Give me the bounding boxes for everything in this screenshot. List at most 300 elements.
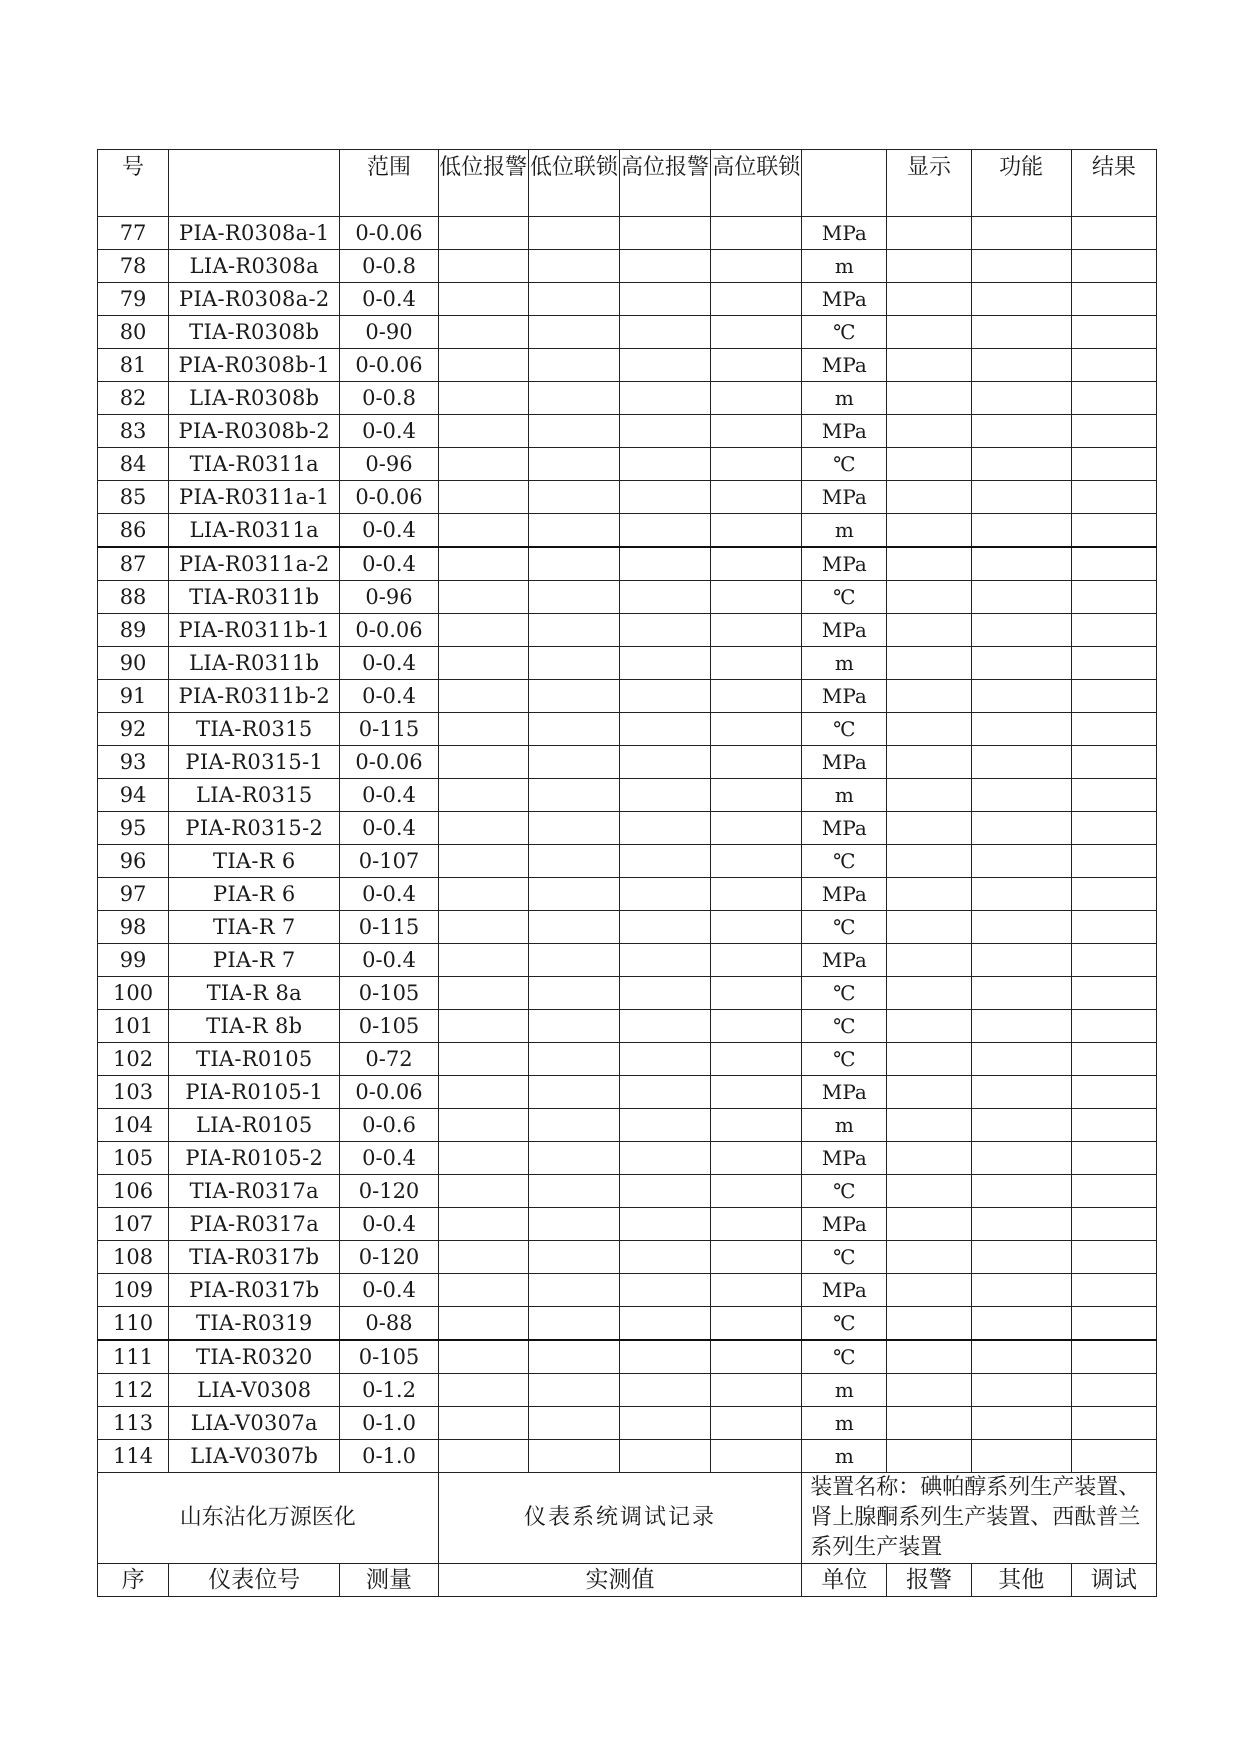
result-cell — [1071, 514, 1156, 548]
high-alarm-cell — [619, 911, 710, 944]
table-row — [98, 514, 1157, 548]
unit-cell: ℃ — [802, 1340, 887, 1374]
low-interlock-cell — [528, 878, 619, 911]
instrument-tag: PIA-R0308a-1 — [169, 217, 340, 250]
company-name: 山东沾化万源医化 — [98, 1473, 439, 1564]
low-alarm-cell — [438, 977, 528, 1010]
table-row — [98, 316, 1157, 349]
low-alarm-cell — [438, 1241, 528, 1274]
function-cell — [971, 812, 1071, 845]
document-title: 仪表系统调试记录 — [438, 1473, 802, 1564]
table-row — [98, 481, 1157, 514]
device-name: 装置名称：碘帕醇系列生产装置、肾上腺酮系列生产装置、西酞普兰系列生产装置 — [802, 1473, 1157, 1564]
display-cell — [887, 217, 971, 250]
unit-cell: ℃ — [802, 845, 887, 878]
low-interlock-cell — [528, 746, 619, 779]
high-alarm-cell — [619, 845, 710, 878]
low-interlock-cell — [528, 911, 619, 944]
measure-range: 0-1.0 — [340, 1407, 438, 1440]
high-interlock-cell — [711, 448, 802, 481]
unit-cell: MPa — [802, 614, 887, 647]
row-number: 104 — [98, 1109, 169, 1142]
row-number: 112 — [98, 1374, 169, 1407]
low-interlock-cell — [528, 779, 619, 812]
result-cell — [1071, 448, 1156, 481]
row-number: 95 — [98, 812, 169, 845]
instrument-tag: TIA-R 8b — [169, 1010, 340, 1043]
instrument-tag: PIA-R 6 — [169, 878, 340, 911]
function-cell — [971, 977, 1071, 1010]
measure-range: 0-0.4 — [340, 680, 438, 713]
function-cell — [971, 250, 1071, 283]
unit-cell: ℃ — [802, 1307, 887, 1341]
function-cell — [971, 1241, 1071, 1274]
high-interlock-cell — [711, 812, 802, 845]
function-cell — [971, 680, 1071, 713]
instrument-tag: LIA-V0308 — [169, 1374, 340, 1407]
row-number: 102 — [98, 1043, 169, 1076]
instrument-tag: PIA-R0317a — [169, 1208, 340, 1241]
function-cell — [971, 1175, 1071, 1208]
unit-cell: ℃ — [802, 1175, 887, 1208]
display-cell — [887, 1241, 971, 1274]
display-cell — [887, 746, 971, 779]
result-cell — [1071, 746, 1156, 779]
high-interlock-cell — [711, 283, 802, 316]
display-cell — [887, 349, 971, 382]
display-cell — [887, 845, 971, 878]
unit-cell: MPa — [802, 680, 887, 713]
high-interlock-cell — [711, 382, 802, 415]
high-interlock-cell — [711, 911, 802, 944]
unit-cell: ℃ — [802, 1010, 887, 1043]
footer-debug: 调试 — [1071, 1564, 1156, 1597]
measure-range: 0-0.4 — [340, 1274, 438, 1307]
low-alarm-cell — [438, 481, 528, 514]
high-alarm-cell — [619, 1076, 710, 1109]
low-interlock-cell — [528, 944, 619, 977]
instrument-tag: LIA-V0307a — [169, 1407, 340, 1440]
high-alarm-cell — [619, 547, 710, 581]
table-row — [98, 1208, 1157, 1241]
high-alarm-cell — [619, 647, 710, 680]
low-alarm-cell — [438, 1076, 528, 1109]
function-cell — [971, 316, 1071, 349]
result-cell — [1071, 283, 1156, 316]
measure-range: 0-0.06 — [340, 349, 438, 382]
header-low-interlock: 低位联锁 — [528, 150, 619, 217]
display-cell — [887, 779, 971, 812]
function-cell — [971, 217, 1071, 250]
function-cell — [971, 713, 1071, 746]
function-cell — [971, 1374, 1071, 1407]
low-alarm-cell — [438, 1208, 528, 1241]
table-row — [98, 746, 1157, 779]
instrument-tag: TIA-R0319 — [169, 1307, 340, 1341]
display-cell — [887, 1076, 971, 1109]
function-cell — [971, 1307, 1071, 1341]
instrument-tag: PIA-R0311b-2 — [169, 680, 340, 713]
row-number: 86 — [98, 514, 169, 548]
table-row — [98, 1241, 1157, 1274]
row-number: 100 — [98, 977, 169, 1010]
measure-range: 0-0.4 — [340, 779, 438, 812]
low-interlock-cell — [528, 845, 619, 878]
low-alarm-cell — [438, 581, 528, 614]
row-number: 77 — [98, 217, 169, 250]
function-cell — [971, 382, 1071, 415]
measure-range: 0-72 — [340, 1043, 438, 1076]
unit-cell: m — [802, 514, 887, 548]
measure-range: 0-0.4 — [340, 647, 438, 680]
row-number: 92 — [98, 713, 169, 746]
instrument-tag: TIA-R0320 — [169, 1340, 340, 1374]
instrument-tag: LIA-R0315 — [169, 779, 340, 812]
high-interlock-cell — [711, 349, 802, 382]
high-interlock-cell — [711, 779, 802, 812]
low-interlock-cell — [528, 514, 619, 548]
result-cell — [1071, 680, 1156, 713]
low-interlock-cell — [528, 1274, 619, 1307]
row-number: 85 — [98, 481, 169, 514]
result-cell — [1071, 1407, 1156, 1440]
row-number: 83 — [98, 415, 169, 448]
row-number: 79 — [98, 283, 169, 316]
row-number: 107 — [98, 1208, 169, 1241]
row-number: 93 — [98, 746, 169, 779]
unit-cell: MPa — [802, 1142, 887, 1175]
low-alarm-cell — [438, 1043, 528, 1076]
header-low-alarm: 低位报警 — [438, 150, 528, 217]
instrument-tag: LIA-R0311b — [169, 647, 340, 680]
row-number: 84 — [98, 448, 169, 481]
header-result: 结果 — [1071, 150, 1156, 217]
measure-range: 0-0.4 — [340, 283, 438, 316]
instrument-tag: TIA-R0105 — [169, 1043, 340, 1076]
table-row — [98, 1307, 1157, 1341]
table-row — [98, 878, 1157, 911]
function-cell — [971, 1010, 1071, 1043]
high-alarm-cell — [619, 878, 710, 911]
instrument-tag: PIA-R0105-2 — [169, 1142, 340, 1175]
unit-cell: MPa — [802, 415, 887, 448]
unit-cell: MPa — [802, 812, 887, 845]
measure-range: 0-0.06 — [340, 481, 438, 514]
low-interlock-cell — [528, 1043, 619, 1076]
result-cell — [1071, 779, 1156, 812]
result-cell — [1071, 415, 1156, 448]
result-cell — [1071, 1043, 1156, 1076]
footer-unit: 单位 — [802, 1564, 887, 1597]
instrument-tag: PIA-R0308b-2 — [169, 415, 340, 448]
row-number: 108 — [98, 1241, 169, 1274]
unit-cell: MPa — [802, 878, 887, 911]
measure-range: 0-0.8 — [340, 382, 438, 415]
table-row — [98, 283, 1157, 316]
high-interlock-cell — [711, 415, 802, 448]
unit-cell: MPa — [802, 1076, 887, 1109]
table-row — [98, 1043, 1157, 1076]
measure-range: 0-120 — [340, 1175, 438, 1208]
instrument-tag: PIA-R 7 — [169, 944, 340, 977]
display-cell — [887, 812, 971, 845]
table-row — [98, 944, 1157, 977]
low-interlock-cell — [528, 448, 619, 481]
low-alarm-cell — [438, 878, 528, 911]
display-cell — [887, 415, 971, 448]
result-cell — [1071, 481, 1156, 514]
measure-range: 0-0.4 — [340, 812, 438, 845]
low-interlock-cell — [528, 1208, 619, 1241]
low-alarm-cell — [438, 1109, 528, 1142]
low-alarm-cell — [438, 779, 528, 812]
table-row — [98, 713, 1157, 746]
footer-row — [98, 1564, 1157, 1597]
result-cell — [1071, 1010, 1156, 1043]
low-interlock-cell — [528, 283, 619, 316]
high-alarm-cell — [619, 614, 710, 647]
instrument-tag: LIA-R0311a — [169, 514, 340, 548]
result-cell — [1071, 349, 1156, 382]
instrument-tag: TIA-R0311b — [169, 581, 340, 614]
low-alarm-cell — [438, 1407, 528, 1440]
high-alarm-cell — [619, 514, 710, 548]
high-interlock-cell — [711, 1340, 802, 1374]
row-number: 113 — [98, 1407, 169, 1440]
low-interlock-cell — [528, 481, 619, 514]
unit-cell: MPa — [802, 1274, 887, 1307]
row-number: 105 — [98, 1142, 169, 1175]
low-alarm-cell — [438, 812, 528, 845]
unit-cell: MPa — [802, 1208, 887, 1241]
low-interlock-cell — [528, 382, 619, 415]
result-cell — [1071, 944, 1156, 977]
low-interlock-cell — [528, 217, 619, 250]
unit-cell: ℃ — [802, 977, 887, 1010]
high-alarm-cell — [619, 448, 710, 481]
result-cell — [1071, 1274, 1156, 1307]
row-number: 94 — [98, 779, 169, 812]
display-cell — [887, 647, 971, 680]
measure-range: 0-0.06 — [340, 217, 438, 250]
low-alarm-cell — [438, 1374, 528, 1407]
instrument-tag: TIA-R 6 — [169, 845, 340, 878]
row-number: 81 — [98, 349, 169, 382]
high-alarm-cell — [619, 746, 710, 779]
low-alarm-cell — [438, 614, 528, 647]
unit-cell: MPa — [802, 481, 887, 514]
instrument-debug-record-table — [97, 149, 1157, 1597]
low-interlock-cell — [528, 977, 619, 1010]
unit-cell: m — [802, 647, 887, 680]
display-cell — [887, 1307, 971, 1341]
result-cell — [1071, 316, 1156, 349]
high-alarm-cell — [619, 1241, 710, 1274]
display-cell — [887, 1142, 971, 1175]
high-interlock-cell — [711, 1440, 802, 1473]
row-number: 89 — [98, 614, 169, 647]
high-interlock-cell — [711, 581, 802, 614]
unit-cell: MPa — [802, 746, 887, 779]
result-cell — [1071, 713, 1156, 746]
high-alarm-cell — [619, 1374, 710, 1407]
high-interlock-cell — [711, 746, 802, 779]
unit-cell: m — [802, 1440, 887, 1473]
instrument-tag: TIA-R 7 — [169, 911, 340, 944]
high-interlock-cell — [711, 1043, 802, 1076]
result-cell — [1071, 250, 1156, 283]
low-interlock-cell — [528, 1175, 619, 1208]
instrument-tag: PIA-R0315-1 — [169, 746, 340, 779]
measure-range: 0-0.4 — [340, 415, 438, 448]
high-interlock-cell — [711, 977, 802, 1010]
measure-range: 0-0.4 — [340, 547, 438, 581]
row-number: 111 — [98, 1340, 169, 1374]
measure-range: 0-0.4 — [340, 1142, 438, 1175]
instrument-tag: TIA-R0315 — [169, 713, 340, 746]
low-alarm-cell — [438, 514, 528, 548]
result-cell — [1071, 647, 1156, 680]
low-interlock-cell — [528, 680, 619, 713]
table-row — [98, 977, 1157, 1010]
table-row — [98, 415, 1157, 448]
high-interlock-cell — [711, 481, 802, 514]
high-alarm-cell — [619, 316, 710, 349]
low-alarm-cell — [438, 1274, 528, 1307]
table-row — [98, 911, 1157, 944]
high-alarm-cell — [619, 1274, 710, 1307]
measure-range: 0-0.4 — [340, 944, 438, 977]
function-cell — [971, 1142, 1071, 1175]
low-interlock-cell — [528, 713, 619, 746]
row-number: 114 — [98, 1440, 169, 1473]
unit-cell: ℃ — [802, 316, 887, 349]
function-cell — [971, 1076, 1071, 1109]
high-alarm-cell — [619, 680, 710, 713]
high-interlock-cell — [711, 1109, 802, 1142]
high-interlock-cell — [711, 514, 802, 548]
high-interlock-cell — [711, 1407, 802, 1440]
high-alarm-cell — [619, 977, 710, 1010]
unit-cell: ℃ — [802, 713, 887, 746]
high-interlock-cell — [711, 647, 802, 680]
low-interlock-cell — [528, 812, 619, 845]
header-tag — [169, 150, 340, 217]
measure-range: 0-0.6 — [340, 1109, 438, 1142]
low-interlock-cell — [528, 1407, 619, 1440]
low-alarm-cell — [438, 448, 528, 481]
display-cell — [887, 1109, 971, 1142]
low-alarm-cell — [438, 1307, 528, 1341]
result-cell — [1071, 1440, 1156, 1473]
unit-cell: ℃ — [802, 1043, 887, 1076]
table-row — [98, 779, 1157, 812]
measure-range: 0-0.8 — [340, 250, 438, 283]
display-cell — [887, 713, 971, 746]
row-number: 97 — [98, 878, 169, 911]
display-cell — [887, 316, 971, 349]
display-cell — [887, 448, 971, 481]
unit-cell: MPa — [802, 349, 887, 382]
display-cell — [887, 614, 971, 647]
table-row — [98, 1407, 1157, 1440]
header-high-interlock: 高位联锁 — [711, 150, 802, 217]
row-number: 90 — [98, 647, 169, 680]
table-row — [98, 1274, 1157, 1307]
high-interlock-cell — [711, 547, 802, 581]
table-row — [98, 1109, 1157, 1142]
measure-range: 0-105 — [340, 977, 438, 1010]
display-cell — [887, 680, 971, 713]
display-cell — [887, 1274, 971, 1307]
high-alarm-cell — [619, 1109, 710, 1142]
row-number: 110 — [98, 1307, 169, 1341]
result-cell — [1071, 977, 1156, 1010]
row-number: 80 — [98, 316, 169, 349]
high-alarm-cell — [619, 283, 710, 316]
low-interlock-cell — [528, 547, 619, 581]
low-interlock-cell — [528, 1241, 619, 1274]
display-cell — [887, 514, 971, 548]
instrument-tag: PIA-R0311a-2 — [169, 547, 340, 581]
low-interlock-cell — [528, 1440, 619, 1473]
measure-range: 0-0.4 — [340, 1208, 438, 1241]
high-interlock-cell — [711, 1241, 802, 1274]
display-cell — [887, 1208, 971, 1241]
result-cell — [1071, 911, 1156, 944]
high-interlock-cell — [711, 1274, 802, 1307]
function-cell — [971, 845, 1071, 878]
instrument-tag: PIA-R0315-2 — [169, 812, 340, 845]
low-alarm-cell — [438, 316, 528, 349]
result-cell — [1071, 878, 1156, 911]
function-cell — [971, 481, 1071, 514]
function-cell — [971, 448, 1071, 481]
display-cell — [887, 911, 971, 944]
high-alarm-cell — [619, 217, 710, 250]
unit-cell: MPa — [802, 283, 887, 316]
low-interlock-cell — [528, 1076, 619, 1109]
unit-cell: m — [802, 250, 887, 283]
row-number: 98 — [98, 911, 169, 944]
unit-cell: m — [802, 779, 887, 812]
low-interlock-cell — [528, 349, 619, 382]
low-alarm-cell — [438, 1142, 528, 1175]
high-alarm-cell — [619, 1208, 710, 1241]
low-alarm-cell — [438, 647, 528, 680]
high-alarm-cell — [619, 1440, 710, 1473]
high-alarm-cell — [619, 1142, 710, 1175]
table-row — [98, 581, 1157, 614]
function-cell — [971, 1407, 1071, 1440]
instrument-tag: PIA-R0317b — [169, 1274, 340, 1307]
measure-range: 0-96 — [340, 581, 438, 614]
low-interlock-cell — [528, 1340, 619, 1374]
result-cell — [1071, 1175, 1156, 1208]
measure-range: 0-0.06 — [340, 746, 438, 779]
function-cell — [971, 746, 1071, 779]
high-interlock-cell — [711, 845, 802, 878]
display-cell — [887, 878, 971, 911]
display-cell — [887, 481, 971, 514]
table-row — [98, 382, 1157, 415]
unit-cell: ℃ — [802, 581, 887, 614]
result-cell — [1071, 1076, 1156, 1109]
display-cell — [887, 1043, 971, 1076]
high-interlock-cell — [711, 1175, 802, 1208]
function-cell — [971, 283, 1071, 316]
footer-seq: 序 — [98, 1564, 169, 1597]
